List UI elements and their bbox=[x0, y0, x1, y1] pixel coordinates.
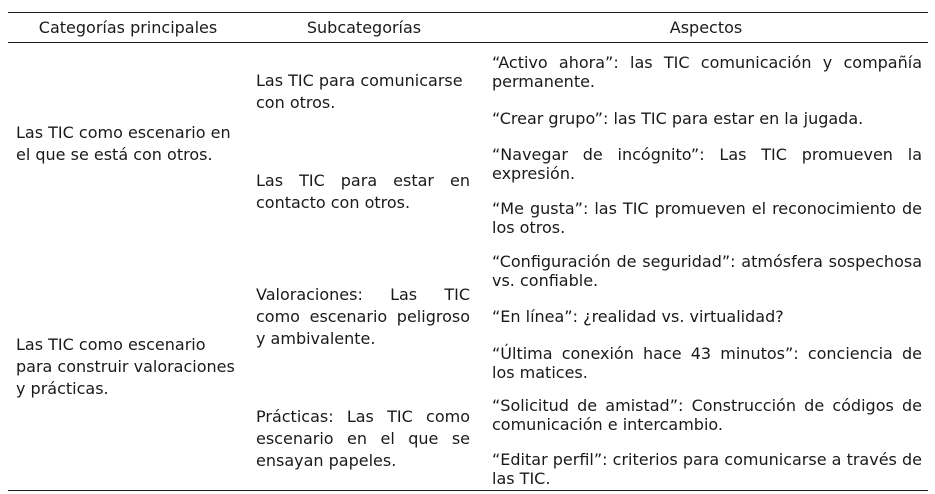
table-header-rule bbox=[8, 42, 928, 43]
aspect-cell: “Editar perfil”: criterios para comunicarse a través de las TIC. bbox=[492, 450, 922, 488]
header-aspectos: Aspectos bbox=[669, 18, 743, 37]
table-bottom-rule bbox=[8, 490, 928, 491]
aspect-cell: “Última conexión hace 43 minutos”: conciencia de los matices. bbox=[492, 344, 922, 382]
aspect-cell: “Crear grupo”: las TIC para estar en la jugada. bbox=[492, 109, 864, 128]
header-categorias: Categorías principales bbox=[38, 18, 218, 37]
aspect-cell: “Solicitud de amistad”: Construcción de códigos de comunicación e intercambio. bbox=[492, 396, 922, 434]
category-cell: Las TIC como escenario para construir valoraciones y prácticas. bbox=[16, 335, 235, 398]
subcategory-cell: Prácticas: Las TIC como escenario en el que se ensayan papeles. bbox=[256, 407, 470, 470]
category-cell: Las TIC como escenario en el que se está con otros. bbox=[16, 123, 231, 164]
subcategory-cell: Las TIC para estar en contacto con otros. bbox=[256, 171, 470, 212]
table-top-rule bbox=[8, 12, 928, 13]
aspect-cell: “Navegar de incógnito”: Las TIC promueven la expresión. bbox=[492, 145, 922, 183]
header-subcategorias: Subcategorías bbox=[306, 18, 422, 37]
aspect-cell: “Configuración de seguridad”: atmósfera sospechosa vs. confiable. bbox=[492, 252, 922, 290]
aspect-cell: “Activo ahora”: las TIC comunicación y compañía permanente. bbox=[492, 53, 922, 91]
subcategory-cell: Valoraciones: Las TIC como escenario peligroso y ambivalente. bbox=[256, 285, 470, 348]
aspect-cell: “Me gusta”: las TIC promueven el reconocimiento de los otros. bbox=[492, 199, 922, 237]
aspect-cell: “En línea”: ¿realidad vs. virtualidad? bbox=[492, 307, 784, 326]
subcategory-cell: Las TIC para comunicarse con otros. bbox=[256, 71, 463, 112]
